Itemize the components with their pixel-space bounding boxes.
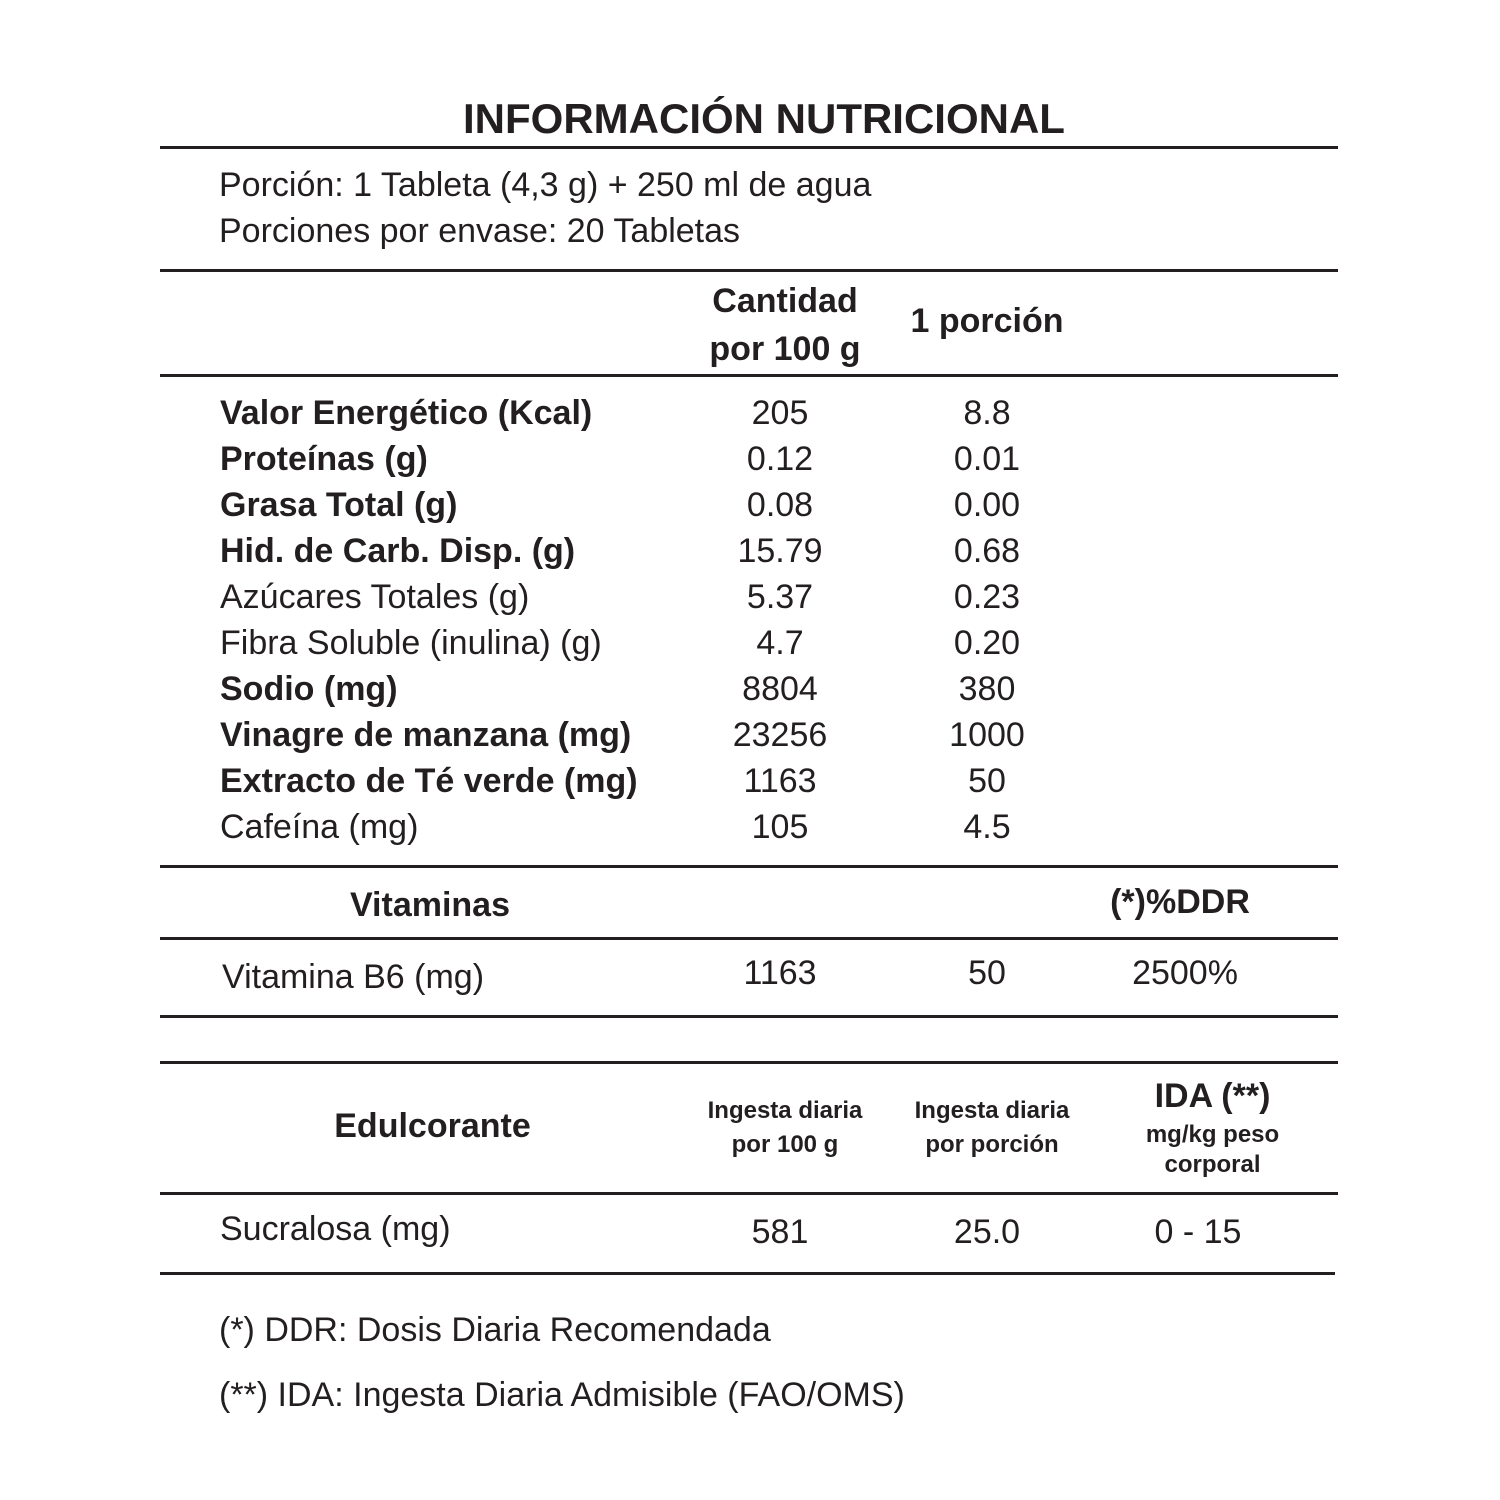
divider xyxy=(160,1061,1338,1064)
header-line: por 100 g xyxy=(731,1131,839,1158)
nutrient-per-portion: 0.20 xyxy=(953,624,1021,662)
nutrient-label: Cafeína (mg) xyxy=(220,808,419,846)
nutrient-per-portion: 0.01 xyxy=(953,440,1021,478)
ida-header xyxy=(1110,1072,1315,1180)
column-header-per-portion: 1 porción xyxy=(910,302,1064,340)
nutrient-per-100g: 105 xyxy=(751,808,809,846)
nutrient-label: Grasa Total (g) xyxy=(220,486,458,524)
divider xyxy=(160,1192,1338,1195)
header-line: Ingesta diaria xyxy=(707,1097,863,1124)
nutrient-per-100g: 4.7 xyxy=(756,624,804,662)
sweetener-per-100g-header xyxy=(680,1094,890,1162)
vitamin-per-100g: 1163 xyxy=(743,954,817,992)
divider xyxy=(160,937,1338,940)
sweetener-per-portion: 25.0 xyxy=(953,1213,1021,1251)
nutrient-per-100g: 15.79 xyxy=(737,532,823,570)
nutrient-label: Hid. de Carb. Disp. (g) xyxy=(220,532,576,570)
sweetener-per-portion-header xyxy=(887,1094,1097,1162)
nutrient-per-portion: 0.00 xyxy=(953,486,1021,524)
divider xyxy=(160,865,1338,868)
servings-per-package: Porciones por envase: 20 Tabletas xyxy=(219,212,741,250)
nutrient-label: Proteínas (g) xyxy=(220,440,428,478)
serving-size: Porción: 1 Tableta (4,3 g) + 250 ml de agua xyxy=(219,166,872,204)
nutrient-per-100g: 205 xyxy=(751,394,809,432)
footnote-ida: (**) IDA: Ingesta Diaria Admisible (FAO/OMS) xyxy=(219,1376,905,1414)
nutrient-per-portion: 0.68 xyxy=(953,532,1021,570)
divider xyxy=(160,374,1338,377)
nutrient-label: Extracto de Té verde (mg) xyxy=(220,762,638,800)
divider xyxy=(160,1272,1335,1275)
nutrient-label: Sodio (mg) xyxy=(220,670,398,708)
ddr-header: (*)%DDR xyxy=(1110,883,1250,921)
vitamin-per-portion: 50 xyxy=(968,954,1006,992)
nutrient-per-100g: 0.08 xyxy=(746,486,814,524)
nutrient-per-100g: 8804 xyxy=(742,670,818,708)
nutrient-per-portion: 380 xyxy=(958,670,1016,708)
sweetener-per-100g: 581 xyxy=(751,1213,809,1251)
sweetener-ida: 0 - 15 xyxy=(1154,1213,1242,1251)
nutrient-label: Valor Energético (Kcal) xyxy=(220,394,593,432)
nutrient-per-portion: 8.8 xyxy=(963,394,1011,432)
nutrient-per-100g: 1163 xyxy=(743,762,817,800)
footnote-ddr: (*) DDR: Dosis Diaria Recomendada xyxy=(219,1311,771,1349)
nutrient-per-100g: 0.12 xyxy=(746,440,814,478)
nutrient-per-portion: 0.23 xyxy=(953,578,1021,616)
divider xyxy=(160,146,1338,149)
divider xyxy=(160,1015,1338,1018)
nutrient-label: Azúcares Totales (g) xyxy=(220,578,530,616)
nutrient-per-100g: 23256 xyxy=(732,716,828,754)
nutrient-per-100g: 5.37 xyxy=(746,578,814,616)
sweetener-label: Sucralosa (mg) xyxy=(220,1210,451,1248)
header-line: por porción xyxy=(925,1131,1059,1158)
sweetener-header: Edulcorante xyxy=(334,1107,531,1145)
vitamin-label: Vitamina B6 (mg) xyxy=(222,958,485,996)
nutrient-per-portion: 4.5 xyxy=(963,808,1011,846)
vitamin-ddr: 2500% xyxy=(1132,954,1238,992)
header-line: corporal xyxy=(1164,1151,1261,1178)
nutrient-per-portion: 50 xyxy=(968,762,1006,800)
nutrient-label: Fibra Soluble (inulina) (g) xyxy=(220,624,602,662)
nutrient-per-portion: 1000 xyxy=(949,716,1025,754)
header-line: Ingesta diaria xyxy=(914,1097,1070,1124)
vitamins-header: Vitaminas xyxy=(349,886,510,924)
nutrient-label: Vinagre de manzana (mg) xyxy=(220,716,632,754)
column-header-per-100g xyxy=(680,272,890,378)
column-header-line: por 100 g xyxy=(709,330,861,368)
page-title: INFORMACIÓN NUTRICIONAL xyxy=(463,95,1065,142)
column-header-line: Cantidad xyxy=(712,282,858,320)
header-line: IDA (**) xyxy=(1154,1077,1271,1115)
header-line: mg/kg peso xyxy=(1145,1121,1280,1148)
